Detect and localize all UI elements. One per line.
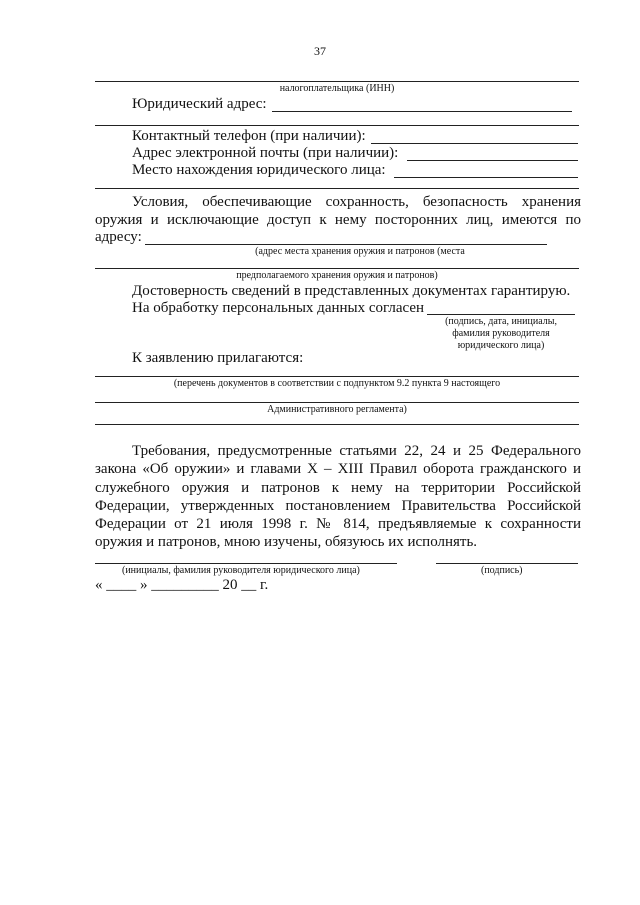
requirements-line: закона «Об оружии» и главами X – XIII Правил оборота гражданского и bbox=[95, 461, 581, 478]
requirements-line: Федерации, утвержденных постановлением Правительства Российской bbox=[95, 497, 581, 514]
conditions-paragraph bbox=[95, 193, 581, 230]
head-name-field[interactable] bbox=[95, 563, 397, 564]
requirements-line: Требования, предусмотренные статьями 22, 24 и 25 Федерального bbox=[132, 443, 581, 459]
documents-caption-2: Административного регламента) bbox=[267, 404, 407, 415]
legal-address-field[interactable] bbox=[272, 111, 572, 112]
head-name-caption: (инициалы, фамилия руководителя юридического лица) bbox=[122, 565, 360, 576]
requirements-line: Федерации от 21 июля 1998 г. № 814, предъявляемые к сохранности bbox=[95, 516, 581, 533]
conditions-address-label: адресу: bbox=[95, 229, 142, 245]
inn-field-line[interactable] bbox=[95, 81, 579, 82]
requirements-line: оружия и патронов, мною изучены, обязуюсь их исполнять. bbox=[95, 534, 478, 551]
consent-signature-field[interactable] bbox=[427, 314, 575, 315]
conditions-line: Условия, обеспечивающие сохранность, безопасность хранения bbox=[132, 194, 581, 210]
documents-list-line-3[interactable] bbox=[95, 424, 579, 425]
legal-address-label: Юридический адрес: bbox=[132, 96, 267, 112]
location-field[interactable] bbox=[394, 177, 578, 178]
signature-caption: (подпись) bbox=[481, 565, 523, 576]
email-field[interactable] bbox=[407, 160, 578, 161]
contact-phone-field[interactable] bbox=[371, 143, 578, 144]
reliability-statement: Достоверность сведений в представленных документах гарантирую. bbox=[132, 283, 571, 299]
conditions-line: оружия и исключающие доступ к нему посторонних лиц, имеются по bbox=[95, 212, 581, 229]
consent-statement: На обработку персональных данных согласен bbox=[132, 300, 425, 316]
storage-caption-1: (адрес места хранения оружия и патронов (места bbox=[255, 246, 465, 257]
requirements-line: служебного оружия и патронов к нему на территории Российской bbox=[95, 479, 581, 496]
signature-field[interactable] bbox=[436, 563, 578, 564]
inn-caption: налогоплательщика (ИНН) bbox=[279, 83, 395, 94]
date-line[interactable]: « ____ » _________ 20 __ г. bbox=[95, 577, 269, 593]
contact-phone-label: Контактный телефон (при наличии): bbox=[132, 128, 366, 144]
email-label: Адрес электронной почты (при наличии): bbox=[132, 145, 399, 161]
documents-list-line[interactable] bbox=[95, 376, 579, 377]
documents-list-line-2[interactable] bbox=[95, 402, 579, 403]
page-number: 37 bbox=[314, 44, 326, 58]
attachments-label: К заявлению прилагаются: bbox=[132, 350, 304, 366]
storage-address-continuation-line[interactable] bbox=[95, 268, 579, 269]
consent-signature-caption: (подпись, дата, инициалы, фамилия руководителя юридического лица) bbox=[445, 316, 557, 351]
legal-address-continuation-line[interactable] bbox=[95, 125, 579, 126]
documents-caption-1: (перечень документов в соответствии с подпунктом 9.2 пункта 9 настоящего bbox=[173, 378, 501, 389]
storage-address-field[interactable] bbox=[145, 244, 547, 245]
location-label: Место нахождения юридического лица: bbox=[132, 162, 386, 178]
location-continuation-line[interactable] bbox=[95, 188, 579, 189]
requirements-paragraph bbox=[95, 442, 581, 552]
storage-caption-2: предполагаемого хранения оружия и патронов) bbox=[236, 270, 438, 281]
